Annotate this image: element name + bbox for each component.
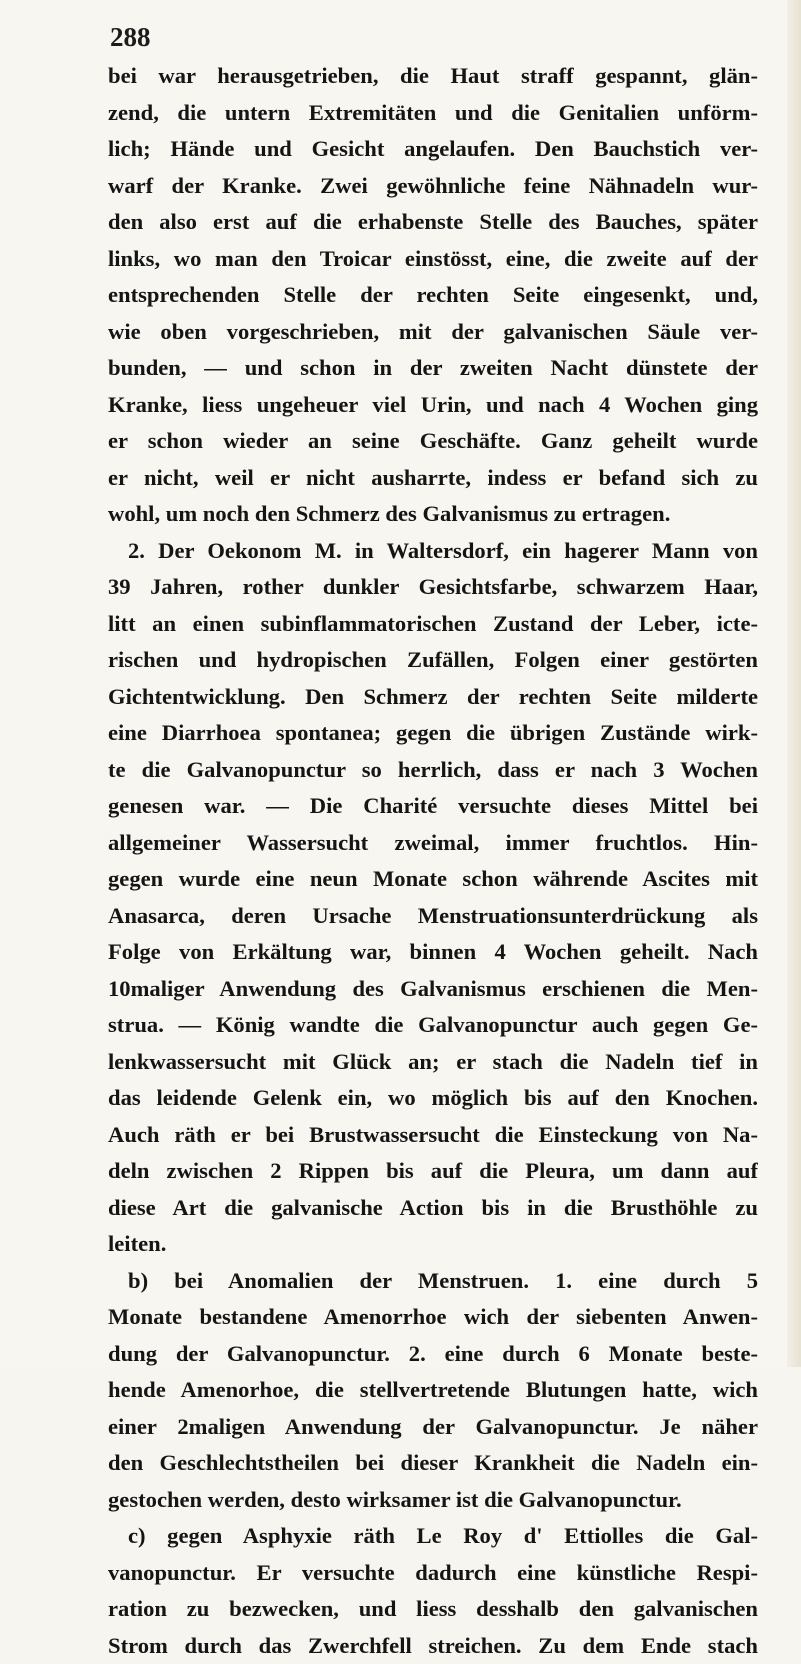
text-line: genesen war. — Die Charité versuchte dieses Mittel bei [108,788,758,825]
text-line: strua. — König wandte die Galvanopunctur auch gegen Ge- [108,1007,758,1044]
text-line: 39 Jahren, rother dunkler Gesichtsfarbe, schwarzem Haar, [108,569,758,606]
text-line: dung der Galvanopunctur. 2. eine durch 6 Monate beste- [108,1336,758,1373]
text-line: lenkwassersucht mit Glück an; er stach die Nadeln tief in [108,1044,758,1081]
text-line: entsprechenden Stelle der rechten Seite eingesenkt, und, [108,277,758,314]
text-line: Monate bestandene Amenorrhoe wich der siebenten Anwen- [108,1299,758,1336]
text-line: rischen und hydropischen Zufällen, Folgen einer gestörten [108,642,758,679]
text-line: leiten. [108,1226,758,1263]
text-line: Strom durch das Zwerchfell streichen. Zu dem Ende stach [108,1628,758,1664]
body-text [108,58,758,1664]
text-line: wohl, um noch den Schmerz des Galvanismus zu ertragen. [108,496,758,533]
text-line: litt an einen subinflammatorischen Zustand der Leber, icte- [108,606,758,643]
text-line: te die Galvanopunctur so herrlich, dass er nach 3 Wochen [108,752,758,789]
text-line: allgemeiner Wassersucht zweimal, immer fruchtlos. Hin- [108,825,758,862]
text-line: ration zu bezwecken, und liess desshalb den galvanischen [108,1591,758,1628]
text-line: Gichtentwicklung. Den Schmerz der rechten Seite milderte [108,679,758,716]
text-line: vanopunctur. Er versuchte dadurch eine künstliche Respi- [108,1555,758,1592]
text-line: eine Diarrhoea spontanea; gegen die übrigen Zustände wirk- [108,715,758,752]
text-line: Anasarca, deren Ursache Menstruationsunterdrückung als [108,898,758,935]
text-line: wie oben vorgeschrieben, mit der galvanischen Säule ver- [108,314,758,351]
text-line: zend, die untern Extremitäten und die Genitalien unförm- [108,95,758,132]
text-line: 10maliger Anwendung des Galvanismus erschienen die Men- [108,971,758,1008]
text-line: warf der Kranke. Zwei gewöhnliche feine Nähnadeln wur- [108,168,758,205]
text-line: 2. Der Oekonom M. in Waltersdorf, ein hagerer Mann von [108,533,758,570]
text-line: einer 2maligen Anwendung der Galvanopunctur. Je näher [108,1409,758,1446]
text-line: er nicht, weil er nicht ausharrte, indess er befand sich zu [108,460,758,497]
text-line: hende Amenorhoe, die stellvertretende Blutungen hatte, wich [108,1372,758,1409]
text-line: c) gegen Asphyxie räth Le Roy d' Ettiolles die Gal- [108,1518,758,1555]
text-line: er schon wieder an seine Geschäfte. Ganz geheilt wurde [108,423,758,460]
text-line: den also erst auf die erhabenste Stelle des Bauches, später [108,204,758,241]
text-line: lich; Hände und Gesicht angelaufen. Den Bauchstich ver- [108,131,758,168]
page-number: 288 [110,22,151,53]
text-line: links, wo man den Troicar einstösst, eine, die zweite auf der [108,241,758,278]
text-line: den Geschlechtstheilen bei dieser Krankheit die Nadeln ein- [108,1445,758,1482]
text-line: Kranke, liess ungeheuer viel Urin, und nach 4 Wochen ging [108,387,758,424]
text-line: bei war herausgetrieben, die Haut straff gespannt, glän- [108,58,758,95]
text-line: gegen wurde eine neun Monate schon währende Ascites mit [108,861,758,898]
text-line: gestochen werden, desto wirksamer ist die Galvanopunctur. [108,1482,758,1519]
text-line: diese Art die galvanische Action bis in die Brusthöhle zu [108,1190,758,1227]
text-line: bunden, — und schon in der zweiten Nacht dünstete der [108,350,758,387]
text-line: Auch räth er bei Brustwassersucht die Einsteckung von Na- [108,1117,758,1154]
text-line: b) bei Anomalien der Menstruen. 1. eine durch 5 [108,1263,758,1300]
page-edge-shadow [787,0,801,1367]
text-line: das leidende Gelenk ein, wo möglich bis auf den Knochen. [108,1080,758,1117]
text-line: deln zwischen 2 Rippen bis auf die Pleura, um dann auf [108,1153,758,1190]
text-line: Folge von Erkältung war, binnen 4 Wochen geheilt. Nach [108,934,758,971]
